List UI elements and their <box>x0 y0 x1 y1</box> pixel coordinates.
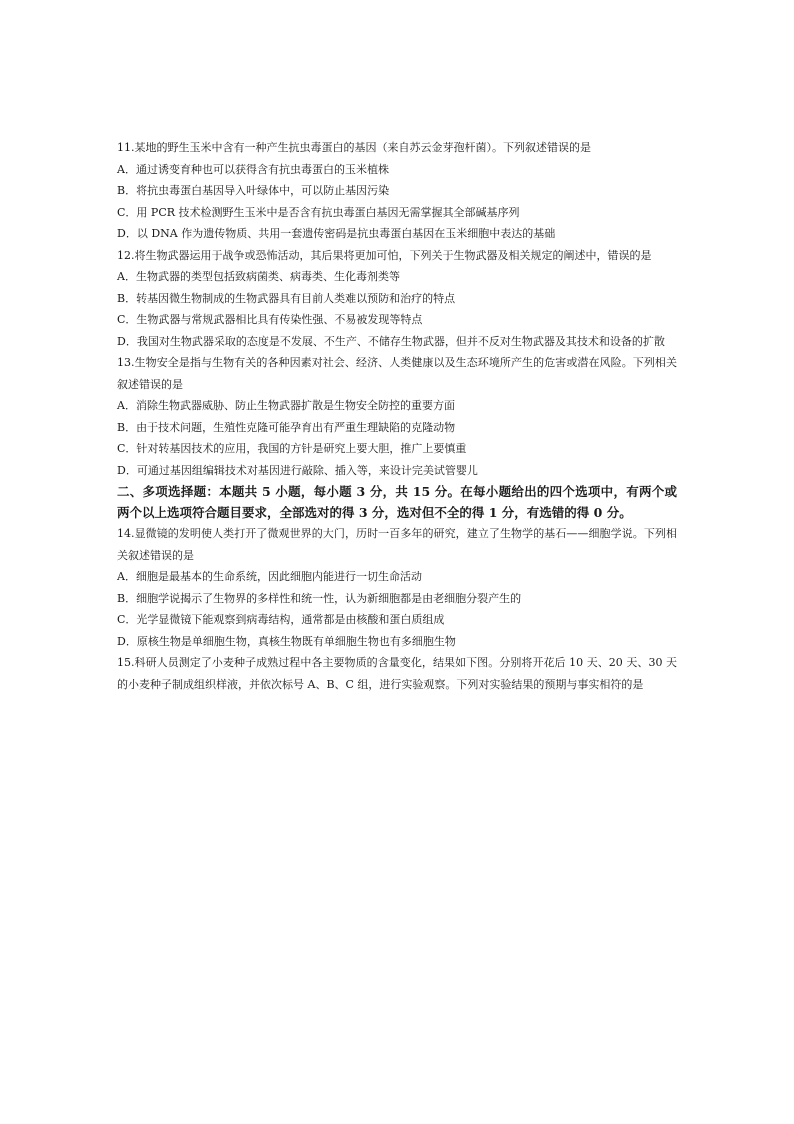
question-12-option-d: D．我国对生物武器采取的态度是不发展、不生产、不储存生物武器，但并不反对生物武器及其技术和设备的扩散 <box>117 334 665 348</box>
question-14-option-d: D．原核生物是单细胞生物，真核生物既有单细胞生物也有多细胞生物 <box>117 634 456 648</box>
question-14-option-c: C．光学显微镜下能观察到病毒结构，通常都是由核酸和蛋白质组成 <box>117 613 445 626</box>
question-13-option-b: B．由于技术问题，生殖性克隆可能孕育出有严重生理缺陷的克隆动物 <box>117 420 456 434</box>
question-11 <box>117 137 677 245</box>
question-13 <box>117 352 677 481</box>
question-11-option-b: B．将抗虫毒蛋白基因导入叶绿体中，可以防止基因污染 <box>117 184 390 197</box>
question-15-stem: 15.科研人员测定了小麦种子成熟过程中各主要物质的含量变化，结果如下图。分别将开花后 10 天、20 天、30 天的小麦种子制成组织样液，并依次标号 A、B、C 组，进行实验观察。下列对实验结果的预期与事实相符的是 <box>117 656 677 691</box>
question-12-option-a: A．生物武器的类型包括致病菌类、病毒类、生化毒剂类等 <box>117 270 400 283</box>
question-12 <box>117 245 677 353</box>
question-14-option-a: A．细胞是最基本的生命系统，因此细胞内能进行一切生命活动 <box>117 570 422 583</box>
question-11-option-d: D．以 DNA 作为遗传物质、共用一套遗传密码是抗虫毒蛋白基因在玉米细胞中表达的基础 <box>117 227 556 240</box>
question-13-option-c: C．针对转基因技术的应用，我国的方针是研究上要大胆，推广上要慎重 <box>117 442 467 455</box>
section-2-heading: 二、多项选择题：本题共 5 小题，每小题 3 分，共 15 分。在每小题给出的四个选项中，有两个或两个以上选项符合题目要求，全部选对的得 3 分，选对但不全的得 1 分，有选错的得 0 分。 <box>117 484 677 520</box>
question-11-stem: 11.某地的野生玉米中含有一种产生抗虫毒蛋白的基因（来自苏云金芽孢杆菌）。下列叙述错误的是 <box>117 141 591 154</box>
question-12-option-c: C．生物武器与常规武器相比具有传染性强、不易被发现等特点 <box>117 313 423 326</box>
question-13-option-a: A．消除生物武器威胁、防止生物武器扩散是生物安全防控的重要方面 <box>117 399 455 412</box>
exam-content <box>117 137 677 695</box>
question-14-stem: 14.显微镜的发明使人类打开了微观世界的大门，历时一百多年的研究，建立了生物学的基石——细胞学说。下列相关叙述错误的是 <box>117 527 677 562</box>
question-11-option-c: C．用 PCR 技术检测野生玉米中是否含有抗虫毒蛋白基因无需掌握其全部碱基序列 <box>117 205 520 219</box>
question-14 <box>117 523 677 652</box>
question-12-option-b: B．转基因微生物制成的生物武器具有目前人类难以预防和治疗的特点 <box>117 291 456 305</box>
question-13-option-d: D．可通过基因组编辑技术对基因进行敲除、插入等，来设计完美试管婴儿 <box>117 463 478 477</box>
question-12-stem: 12.将生物武器运用于战争或恐怖活动，其后果将更加可怕，下列关于生物武器及相关规定的阐述中，错误的是 <box>117 248 652 262</box>
question-13-stem: 13.生物安全是指与生物有关的各种因素对社会、经济、人类健康以及生态环境所产生的危害或潜在风险。下列相关叙述错误的是 <box>117 356 677 391</box>
question-11-option-a: A．通过诱变育种也可以获得含有抗虫毒蛋白的玉米植株 <box>117 162 389 176</box>
question-15 <box>117 652 677 695</box>
question-14-option-b: B．细胞学说揭示了生物界的多样性和统一性，认为新细胞都是由老细胞分裂产生的 <box>117 591 522 605</box>
